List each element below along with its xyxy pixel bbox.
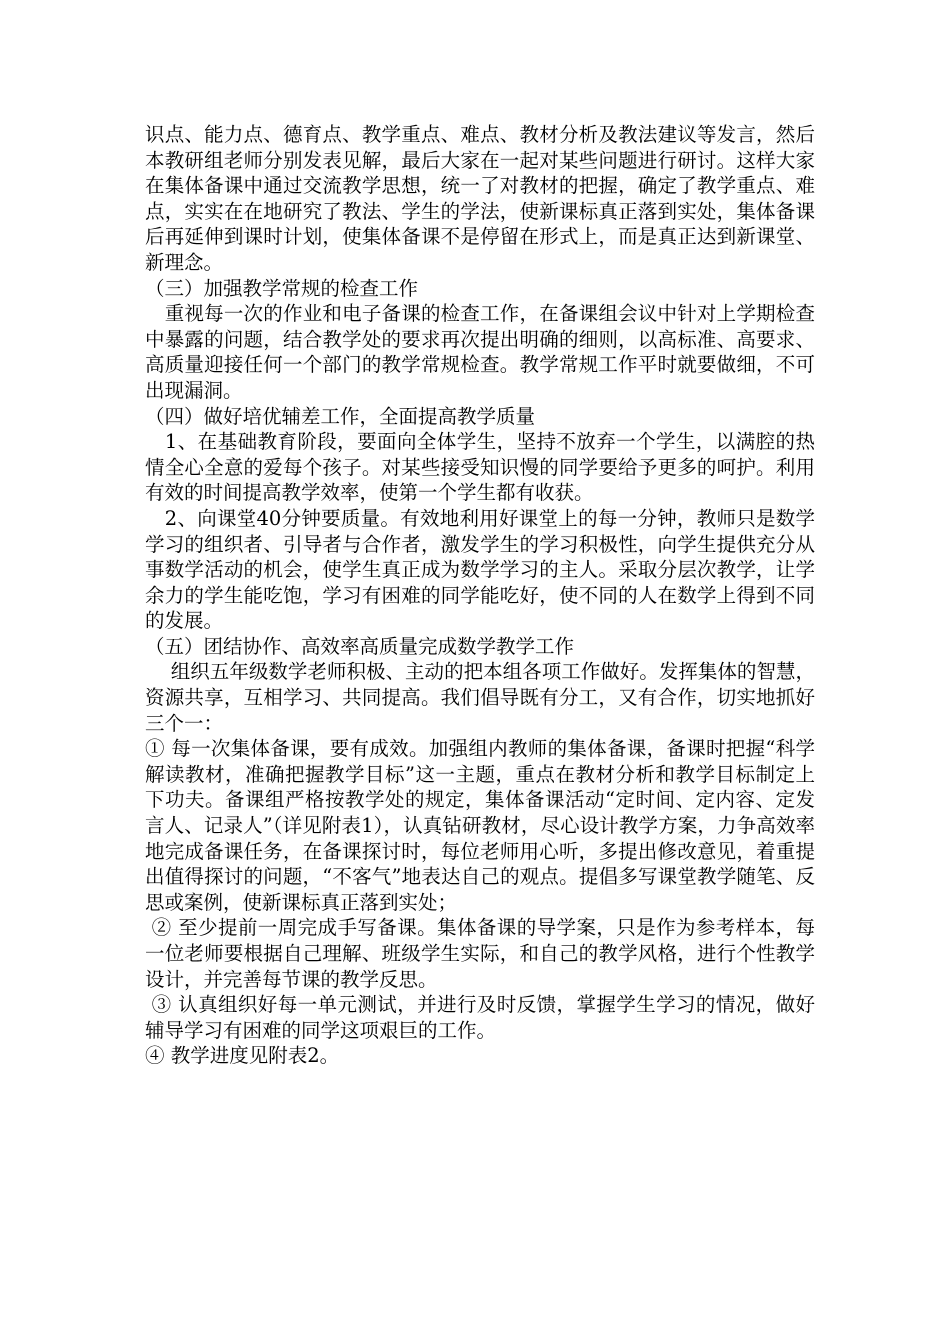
document-body — [145, 122, 815, 1069]
section-heading-3: （三）加强教学常规的检查工作 — [145, 276, 419, 300]
list-item-circled-1: ① 每一次集体备课，要有成效。加强组内教师的集体备课，备课时把握“科学解读教材，准确把握教学目标”这一主题，重点在教材分析和教学目标制定上下功夫。备课组严格按教学处的规定，集体备课活动“定时间、定内容、定发言人、记录人”（详见附表1），认真钻研教材，尽心设计教学方案，力争高效率地完成备课任务，在备课探讨时，每位老师用心听，多提出修改意见，着重提出值得探讨的问题，“不客气”地表达自己的观点。提倡多写课堂教学随笔、反思或案例，使新课标真正落到实处； — [145, 737, 815, 914]
list-item-circled-2: ② 至少提前一周完成手写备课。集体备课的导学案，只是作为参考样本，每一位老师要根据自己理解、班级学生实际，和自己的教学风格，进行个性教学设计，并完善每节课的教学反思。 — [145, 916, 816, 991]
paragraph-cooperation: 组织五年级数学老师积极、主动的把本组各项工作做好。发挥集体的智慧，资源共享，互相学习、共同提高。我们倡导既有分工，又有合作，切实地抓好三个一： — [145, 660, 815, 735]
section-heading-4: （四）做好培优辅差工作，全面提高教学质量 — [145, 404, 536, 428]
list-item-circled-4: ④ 教学进度见附表2。 — [145, 1044, 340, 1068]
paragraph-item-1: 1、在基础教育阶段，要面向全体学生，坚持不放弃一个学生，以满腔的热情全心全意的爱每个孩子。对某些接受知识慢的同学要给予更多的呵护。利用有效的时间提高教学效率，使第一个学生都有收获。 — [145, 430, 815, 505]
paragraph-item-2: 2、向课堂40分钟要质量。有效地利用好课堂上的每一分钟，教师只是数学学习的组织者、引导者与合作者，激发学生的学习积极性，向学生提供充分从事数学活动的机会，使学生真正成为数学学习的主人。采取分层次教学，让学余力的学生能吃饱，学习有困难的同学能吃好，使不同的人在数学上得到不同的发展。 — [145, 506, 815, 633]
paragraph-inspection: 重视每一次的作业和电子备课的检查工作，在备课组会议中针对上学期检查中暴露的问题，结合教学处的要求再次提出明确的细则，以高标准、高要求、高质量迎接任何一个部门的教学常规检查。教学常规工作平时就要做细，不可出现漏洞。 — [145, 302, 815, 402]
list-item-circled-3: ③ 认真组织好每一单元测试，并进行及时反馈，掌握学生学习的情况，做好辅导学习有困难的同学这项艰巨的工作。 — [145, 993, 816, 1042]
paragraph-continuation: 识点、能力点、德育点、教学重点、难点、教材分析及教法建议等发言，然后本教研组老师分别发表见解，最后大家在一起对某些问题进行研讨。这样大家在集体备课中通过交流教学思想，统一了对教材的把握，确定了教学重点、难点，实实在在地研究了教法、学生的学法，使新课标真正落到实处，集体备课后再延伸到课时计划，使集体备课不是停留在形式上，而是真正达到新课堂、新理念。 — [145, 123, 815, 274]
section-heading-5: （五）团结协作、高效率高质量完成数学教学工作 — [145, 634, 575, 658]
